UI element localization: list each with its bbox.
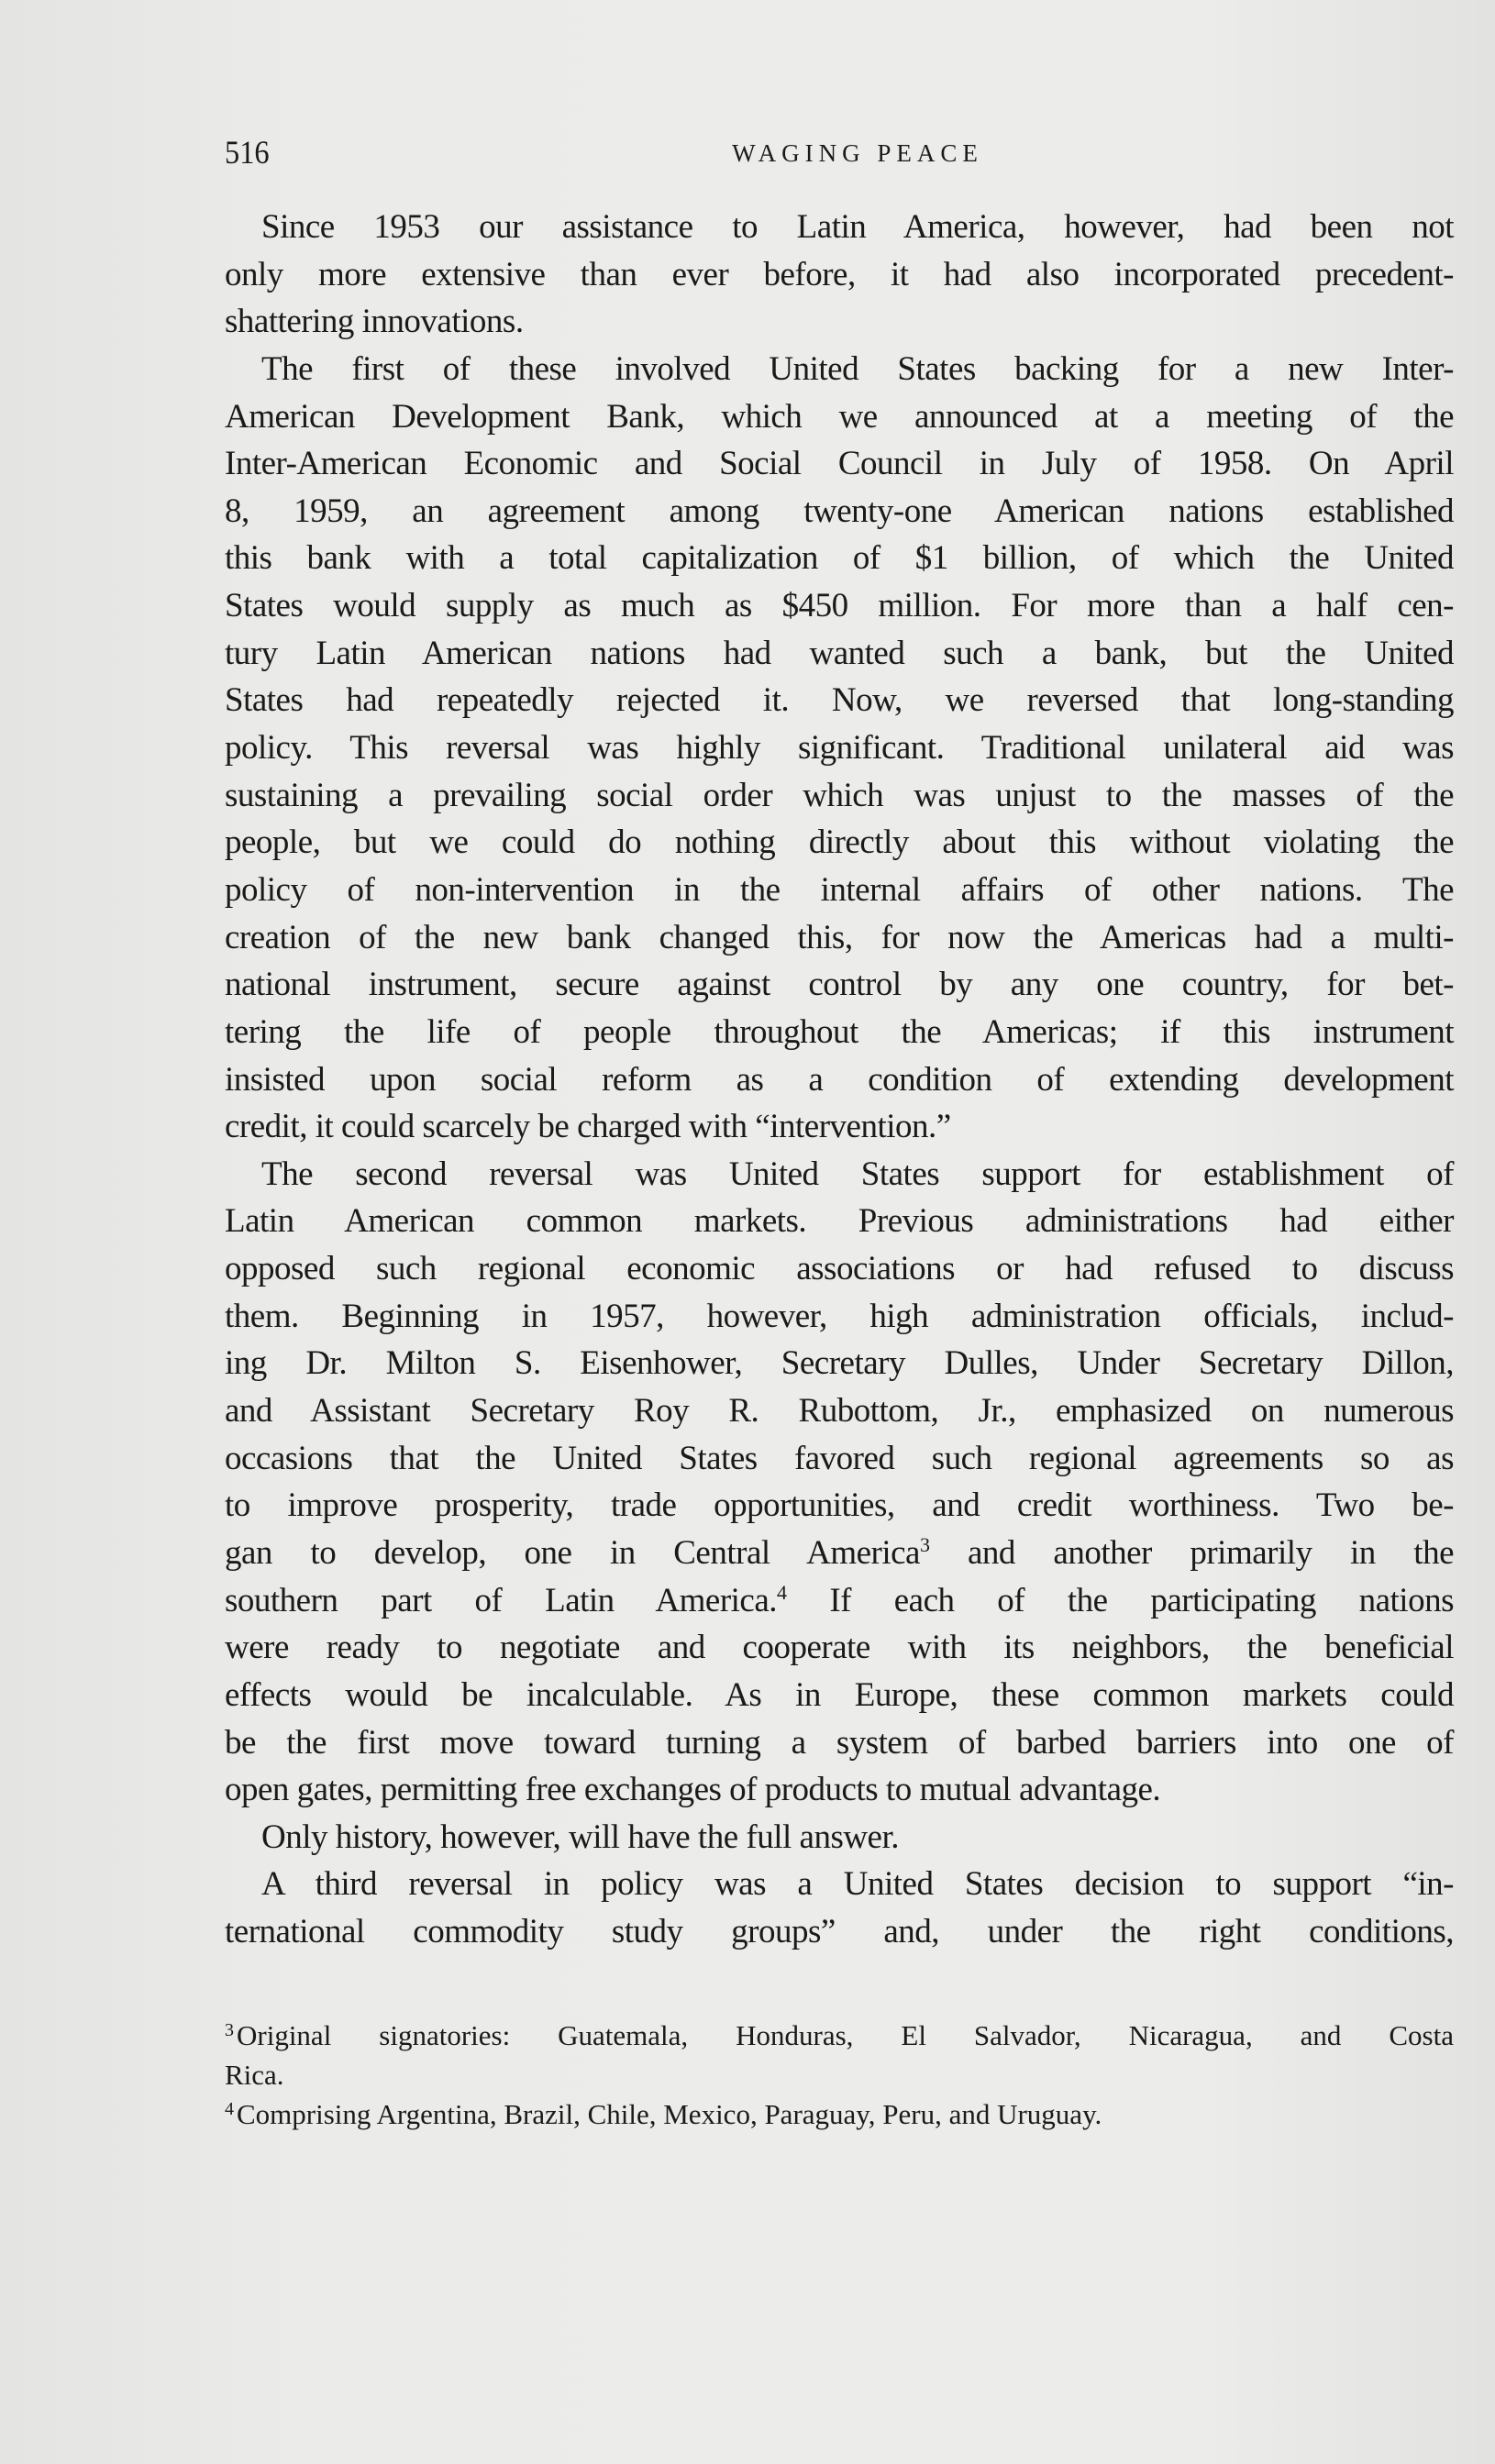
footnote-3 xyxy=(225,2016,1454,2094)
text-line: creation of the new bank changed this, for now the Americas had a multi- xyxy=(225,918,1454,956)
text-line: were ready to negotiate and cooperate with its neighbors, the beneficial xyxy=(225,1629,1454,1667)
text-line: ing Dr. Milton S. Eisenhower, Secretary Dulles, Under Secretary Dillon, xyxy=(225,1344,1454,1383)
text-segment: and another primarily in the xyxy=(967,1533,1454,1572)
text-line: Since 1953 our assistance to Latin America, however, had been not xyxy=(261,208,1454,246)
text-line: open gates, permitting free exchanges of products to mutual advantage. xyxy=(225,1771,1161,1809)
footnotes xyxy=(225,2016,1454,2134)
text-line: The first of these involved United States backing for a new Inter- xyxy=(261,349,1454,388)
text-line: them. Beginning in 1957, however, high administration officials, includ- xyxy=(225,1297,1454,1335)
text-line: ternational commodity study groups” and, under the right conditions, xyxy=(225,1913,1454,1951)
text-line: policy. This reversal was highly significant. Traditional unilateral aid was xyxy=(225,729,1454,768)
text-line: The second reversal was United States support for establishment of xyxy=(261,1155,1454,1193)
page-number: 516 xyxy=(225,134,270,171)
text-line: Latin American common markets. Previous administrations had either xyxy=(225,1202,1454,1241)
footnote-mark: 4 xyxy=(225,2099,234,2119)
text-line: American Development Bank, which we announced at a meeting of the xyxy=(225,397,1454,436)
footnote-mark: 3 xyxy=(225,2020,234,2040)
text-line: and Assistant Secretary Roy R. Rubottom, Jr., emphasized on numerous xyxy=(225,1392,1454,1431)
footnote-text: Comprising Argentina, Brazil, Chile, Mexico, Paraguay, Peru, and Uruguay. xyxy=(237,2098,1102,2130)
text-line: shattering innovations. xyxy=(225,303,524,341)
text-line: tering the life of people throughout the Americas; if this instrument xyxy=(225,1012,1454,1051)
footnote-line xyxy=(225,2094,1454,2134)
text-line: sustaining a prevailing social order which was unjust to the masses of the xyxy=(225,776,1454,814)
text-line: only more extensive than ever before, it had also incorporated precedent- xyxy=(225,255,1454,293)
text-line: to improve prosperity, trade opportunities, and credit worthiness. Two be- xyxy=(225,1486,1454,1525)
page-header xyxy=(225,134,1454,171)
running-title: WAGING PEACE xyxy=(732,139,983,167)
text-line: tury Latin American nations had wanted such a bank, but the United xyxy=(225,634,1454,672)
text-segment: If each of the participating nations xyxy=(829,1581,1454,1619)
text-line: this bank with a total capitalization of $1 billion, of which the United xyxy=(225,539,1454,578)
text-line-with-footnote xyxy=(225,1577,1454,1625)
footnote-line xyxy=(225,2016,1454,2055)
text-line: people, but we could do nothing directly about this without violating the xyxy=(225,823,1454,862)
text-line: 8, 1959, an agreement among twenty-one American nations established xyxy=(225,492,1454,530)
footnote-text: Original signatories: Guatemala, Honduras, El Salvador, Nicaragua, and Costa xyxy=(237,2019,1454,2051)
text-line: States had repeatedly rejected it. Now, we reversed that long-standing xyxy=(225,681,1454,720)
text-line: opposed such regional economic associations or had refused to discuss xyxy=(225,1250,1454,1288)
footnote-4 xyxy=(225,2094,1454,2134)
text-line: Inter-American Economic and Social Council in July of 1958. On April xyxy=(225,445,1454,483)
text-segment: southern part of Latin America. xyxy=(225,1581,778,1619)
text-line: A third reversal in policy was a United States decision to support “in- xyxy=(261,1865,1454,1904)
text-line: effects would be incalculable. As in Europe, these common markets could xyxy=(225,1675,1454,1714)
text-line: national instrument, secure against control by any one country, for bet- xyxy=(225,966,1454,1004)
text-line: Only history, however, will have the full answer. xyxy=(261,1818,900,1856)
text-segment: gan to develop, one in Central America xyxy=(225,1533,920,1572)
text-line: occasions that the United States favored such regional agreements so as xyxy=(225,1439,1454,1477)
footnote-line: Rica. xyxy=(225,2059,284,2091)
text-line: policy of non-intervention in the internal affairs of other nations. The xyxy=(225,870,1454,909)
text-line: credit, it could scarcely be charged with “intervention.” xyxy=(225,1108,951,1146)
text-line: States would supply as much as $450 million. For more than a half cen- xyxy=(225,587,1454,625)
text-line-with-footnote xyxy=(225,1530,1454,1577)
text-line: be the first move toward turning a system of barbed barriers into one of xyxy=(225,1723,1454,1762)
footnote-ref-4[interactable]: 4 xyxy=(777,1580,787,1604)
text-line: insisted upon social reform as a condition of extending development xyxy=(225,1060,1454,1099)
body-text xyxy=(225,204,1454,1956)
footnote-ref-3[interactable]: 3 xyxy=(919,1532,930,1556)
